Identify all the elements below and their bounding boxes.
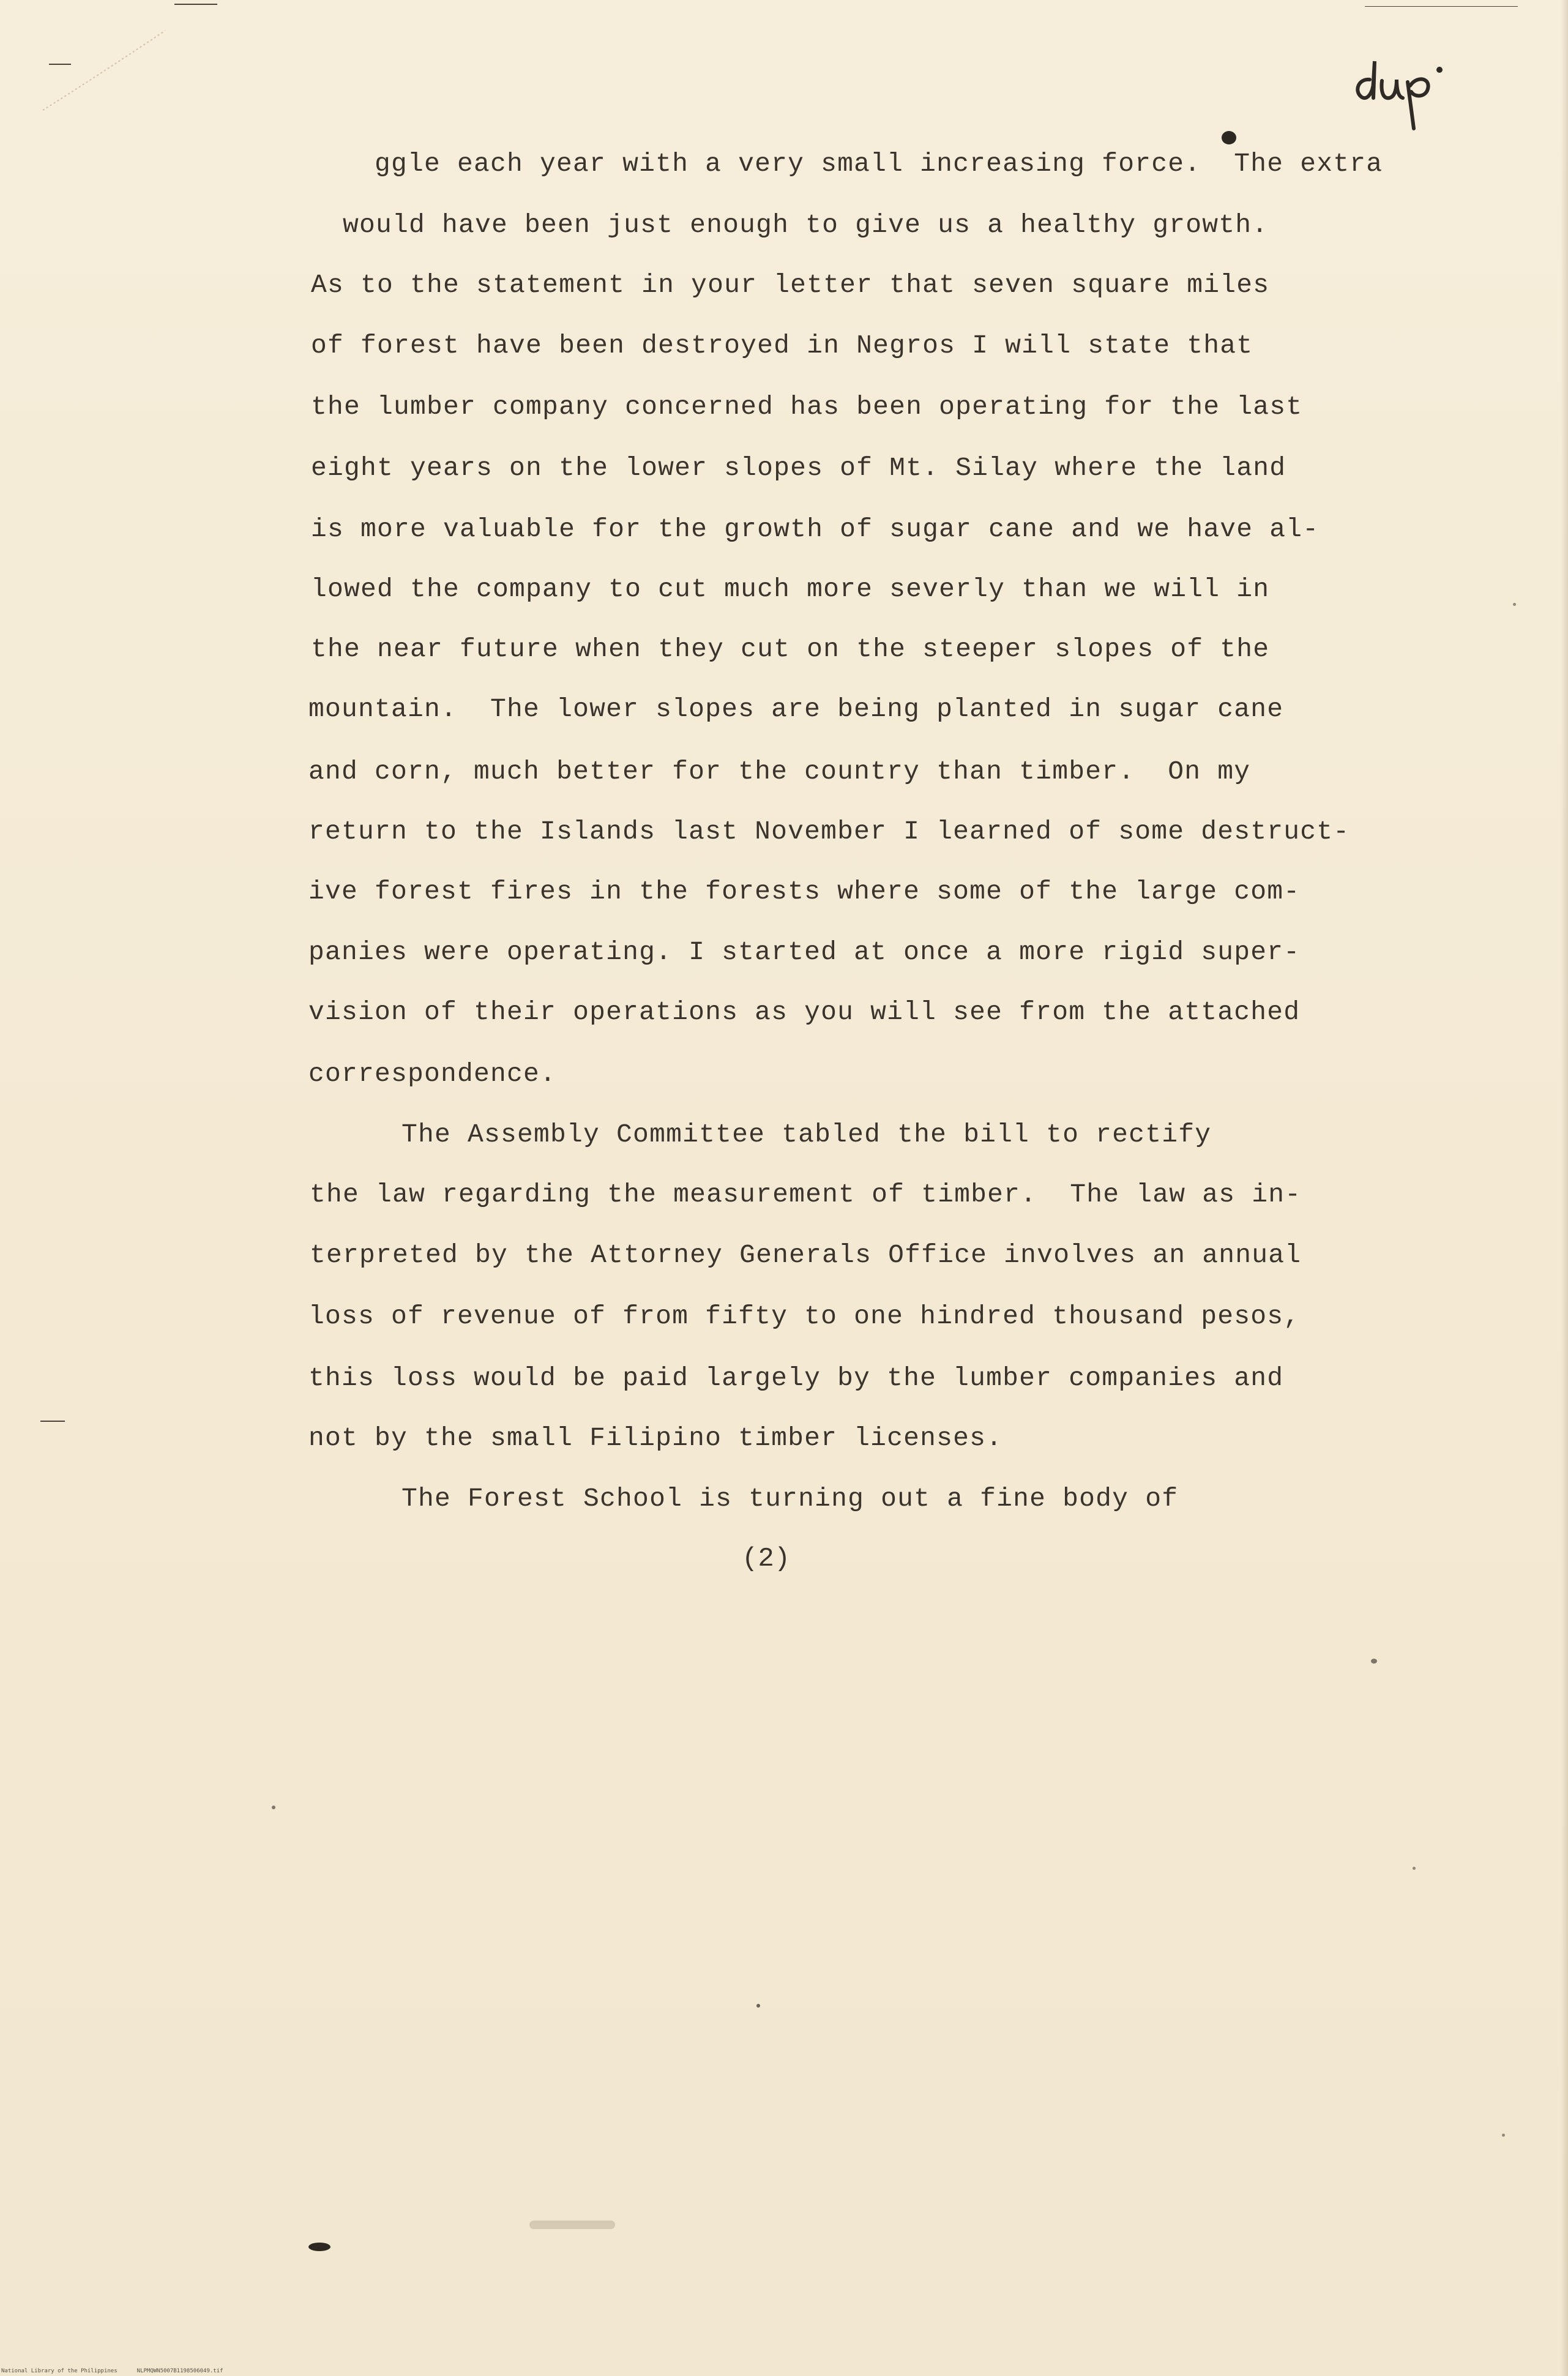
paper-edge [1561,0,1568,2376]
text-line-5: the lumber company concerned has been operating for the last [311,392,1303,422]
text-line-23: The Forest School is turning out a fine body of [401,1484,1179,1514]
speck [1513,603,1516,606]
ink-spot-bottom-left [308,2243,330,2251]
speck [272,1806,275,1809]
text-line-15: vision of their operations as you will see from the attached [308,997,1301,1027]
page-number: (2) [742,1544,791,1574]
text-line-1: ggle each year with a very small increasing force. The extra [375,149,1383,179]
text-line-10: mountain. The lower slopes are being planted in sugar cane [308,694,1284,724]
speck [1413,1867,1416,1870]
text-line-21: this loss would be paid largely by the lumber companies and [308,1363,1284,1393]
margin-tick-middle [40,1421,65,1422]
text-line-16: correspondence. [308,1059,557,1089]
footer-file: NLPMQWN5007B1198506049.tif [136,2368,223,2374]
text-line-7: is more valuable for the growth of sugar cane and we have al- [311,514,1320,544]
top-right-edge-mark [1365,6,1518,7]
ink-spot-top [1222,131,1236,144]
margin-tick-top [49,64,71,65]
text-line-11: and corn, much better for the country than timber. On my [308,757,1251,786]
text-line-12: return to the Islands last November I learned of some destruct- [308,816,1350,846]
paper-smudge [529,2221,615,2229]
footer-library: National Library of the Philippines [1,2368,118,2374]
text-line-9: the near future when they cut on the steeper slopes of the [311,634,1270,664]
text-line-6: eight years on the lower slopes of Mt. Silay where the land [311,453,1286,483]
text-line-13: ive forest fires in the forests where some of the large com- [308,876,1301,906]
text-line-19: terpreted by the Attorney Generals Office involves an annual [310,1240,1302,1270]
text-line-22: not by the small Filipino timber licenses. [308,1423,1003,1453]
text-line-14: panies were operating. I started at once a more rigid super- [308,937,1301,967]
paper-crease-mark [37,24,184,116]
text-line-18: the law regarding the measurement of timber. The law as in- [310,1179,1302,1209]
speck [756,2004,760,2008]
handwritten-annotation [1346,43,1457,135]
text-line-4: of forest have been destroyed in Negros I will state that [311,331,1253,361]
text-line-20: loss of revenue of from fifty to one hindred thousand pesos, [308,1301,1301,1331]
speck [1502,2134,1505,2137]
text-line-17: The Assembly Committee tabled the bill to rectify [401,1119,1212,1149]
text-line-2: would have been just enough to give us a healthy growth. [343,210,1269,240]
top-edge-mark [174,4,217,5]
scan-footer [1,2367,243,2375]
text-line-3: As to the statement in your letter that seven square miles [311,270,1270,300]
text-line-8: lowed the company to cut much more severly than we will in [311,574,1270,604]
speck [1371,1659,1377,1664]
